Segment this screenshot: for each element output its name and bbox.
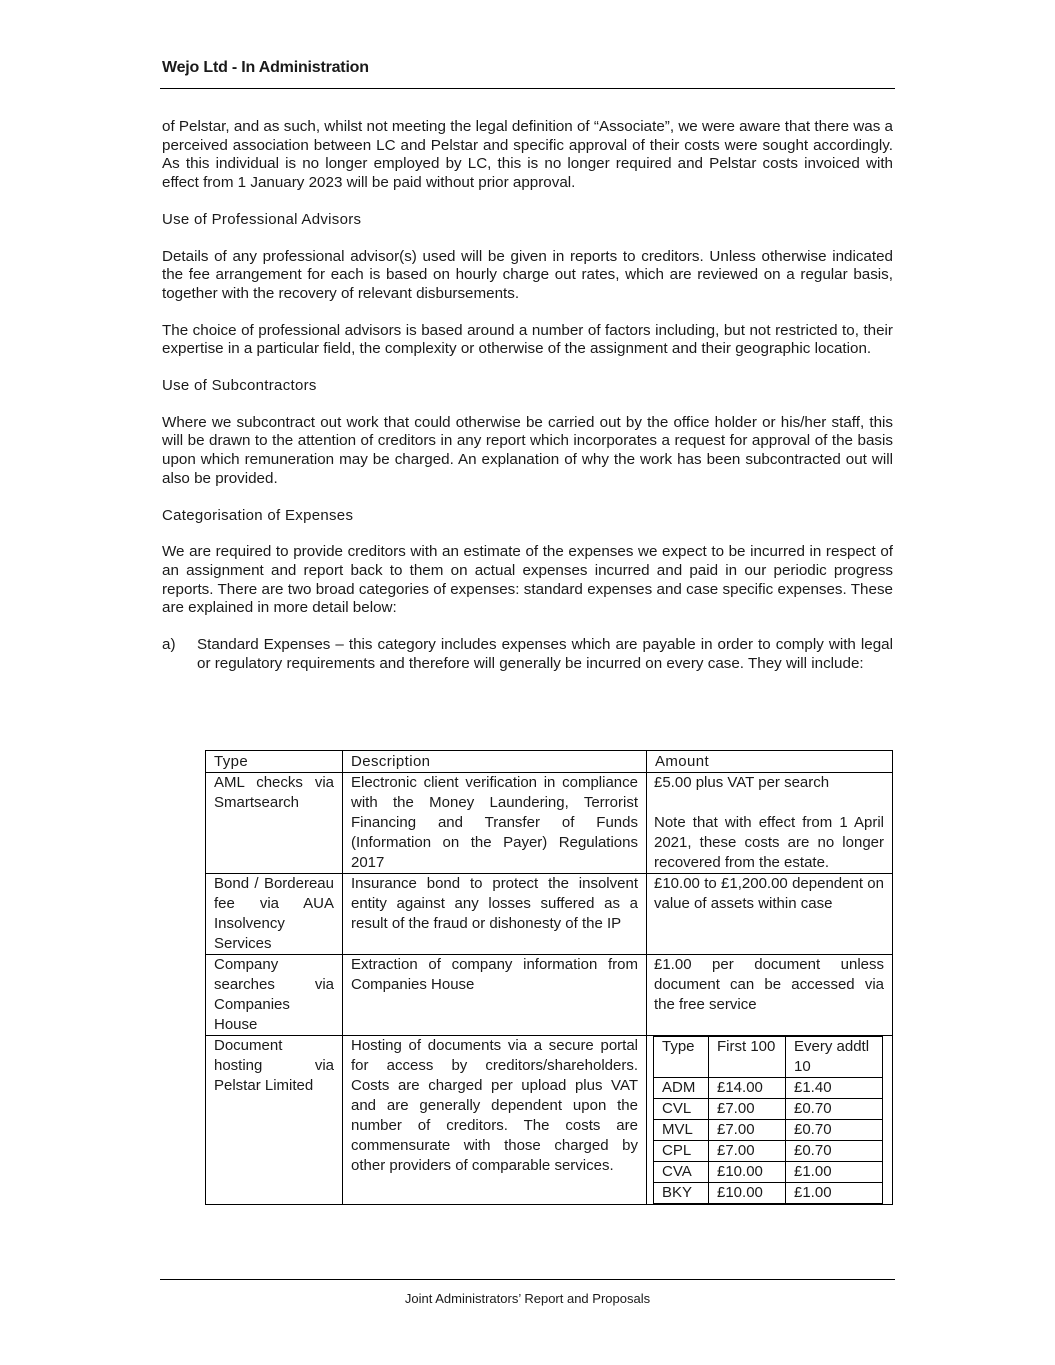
- row-description: Insurance bond to protect the insolvent entity against any losses suffered as a result of the fraud or dishonesty of the IP: [343, 874, 647, 955]
- header-type: Type: [206, 751, 343, 773]
- row-type: Bond / Bordereau fee via AUA Insolvency Services: [206, 874, 343, 955]
- fee-table-row: [654, 1099, 883, 1120]
- paragraph-subcontractors: Where we subcontract out work that could otherwise be carried out by the office holder or his/her staff, this will be drawn to the attention of creditors in any report which incorporates a request for approval of the basis upon which remuneration may be charged. An explanation of why the work has been subcontracted out will also be provided.: [162, 413, 893, 487]
- fee-additional: £1.40: [786, 1078, 883, 1099]
- fee-table-row: [654, 1183, 883, 1204]
- fee-first: £10.00: [709, 1183, 786, 1204]
- fee-additional: £0.70: [786, 1099, 883, 1120]
- fee-type: ADM: [654, 1078, 709, 1099]
- fee-first: £7.00: [709, 1120, 786, 1141]
- fee-table-row: [654, 1141, 883, 1162]
- row-description: Extraction of company information from Companies House: [343, 955, 647, 1036]
- document-body: [162, 118, 893, 673]
- row-amount-fee-table-cell: [647, 1036, 893, 1205]
- row-type: AML checks via Smartsearch: [206, 773, 343, 874]
- document-footer: Joint Administrators’ Report and Proposals: [404, 1291, 651, 1306]
- fee-header-additional: Every addtl 10: [786, 1037, 883, 1078]
- document-header-title: Wejo Ltd - In Administration: [162, 59, 369, 76]
- fee-type: BKY: [654, 1183, 709, 1204]
- row-amount: £10.00 to £1,200.00 dependent on value of assets within case: [647, 874, 893, 955]
- fee-table-row: [654, 1120, 883, 1141]
- paragraph-advisor-details: Details of any professional advisor(s) used will be given in reports to creditors. Unless otherwise indicated the fee arrangement for each is based on hourly charge out rates, which are reviewed on a regular basis, together with the recovery of relevant disbursements.: [162, 247, 893, 302]
- table-row: [206, 874, 893, 955]
- fee-header-type: Type: [654, 1037, 709, 1078]
- fee-table-header-row: [654, 1037, 883, 1078]
- row-description: Hosting of documents via a secure portal for access by creditors/shareholders. Costs are charged per upload plus VAT and are generally dependent upon the number of creditors. The costs are commensurate with those charged by other providers of comparable services.: [343, 1036, 647, 1205]
- fee-additional: £0.70: [786, 1141, 883, 1162]
- fee-first: £7.00: [709, 1141, 786, 1162]
- standard-expenses-table: [205, 750, 893, 1205]
- row-type: Company searches via Companies House: [206, 955, 343, 1036]
- header-description: Description: [343, 751, 647, 773]
- fee-additional: £1.00: [786, 1183, 883, 1204]
- table-row: [206, 955, 893, 1036]
- fee-additional: £0.70: [786, 1120, 883, 1141]
- fee-table-row: [654, 1162, 883, 1183]
- fee-type: CVA: [654, 1162, 709, 1183]
- list-item-standard-expenses: [162, 636, 893, 673]
- table-header-row: [206, 751, 893, 773]
- row-description: Electronic client verification in compliance with the Money Laundering, Terrorist Financing and Transfer of Funds (Information on the Payer) Regulations 2017: [343, 773, 647, 874]
- document-hosting-fee-table: [653, 1036, 883, 1204]
- heading-professional-advisors: Use of Professional Advisors: [162, 210, 362, 228]
- heading-categorisation: Categorisation of Expenses: [162, 506, 354, 524]
- header-divider: [160, 88, 895, 89]
- paragraph-advisor-choice: The choice of professional advisors is based around a number of factors including, but not restricted to, their expertise in a particular field, the complexity or otherwise of the assignment and their geographic location.: [162, 321, 893, 358]
- fee-type: MVL: [654, 1120, 709, 1141]
- footer-divider: [160, 1279, 895, 1280]
- table-row: [206, 773, 893, 874]
- fee-additional: £1.00: [786, 1162, 883, 1183]
- paragraph-categorisation: We are required to provide creditors with an estimate of the expenses we expect to be incurred in respect of an assignment and report back to them on actual expenses incurred and paid in our periodic progress reports. There are two broad categories of expenses: standard expenses and case specific expenses. These are explained in more detail below:: [162, 543, 893, 617]
- fee-first: £10.00: [709, 1162, 786, 1183]
- fee-first: £7.00: [709, 1099, 786, 1120]
- fee-table-row: [654, 1078, 883, 1099]
- list-item-text: Standard Expenses – this category includes expenses which are payable in order to comply with legal or regulatory requirements and therefore will generally be incurred on every case. They will include:: [197, 636, 893, 672]
- list-marker: a): [162, 636, 176, 654]
- paragraph-pelstar: of Pelstar, and as such, whilst not meeting the legal definition of “Associate”, we were aware that there was a perceived association between LC and Pelstar and specific approval of their costs were sought accordingly. As this individual is no longer employed by LC, this is no longer required and Pelstar costs invoiced with effect from 1 January 2023 will be paid without prior approval.: [162, 118, 893, 192]
- fee-header-first: First 100: [709, 1037, 786, 1078]
- table-row: [206, 1036, 893, 1205]
- amount-note: Note that with effect from 1 April 2021, these costs are no longer recovered from the estate.: [654, 814, 884, 871]
- amount-line: £5.00 plus VAT per search: [654, 774, 830, 791]
- header-amount: Amount: [647, 751, 893, 773]
- row-type: Document hosting via Pelstar Limited: [206, 1036, 343, 1205]
- row-amount: £1.00 per document unless document can be accessed via the free service: [647, 955, 893, 1036]
- row-amount: [647, 773, 893, 874]
- heading-subcontractors: Use of Subcontractors: [162, 377, 317, 395]
- fee-type: CVL: [654, 1099, 709, 1120]
- fee-first: £14.00: [709, 1078, 786, 1099]
- fee-type: CPL: [654, 1141, 709, 1162]
